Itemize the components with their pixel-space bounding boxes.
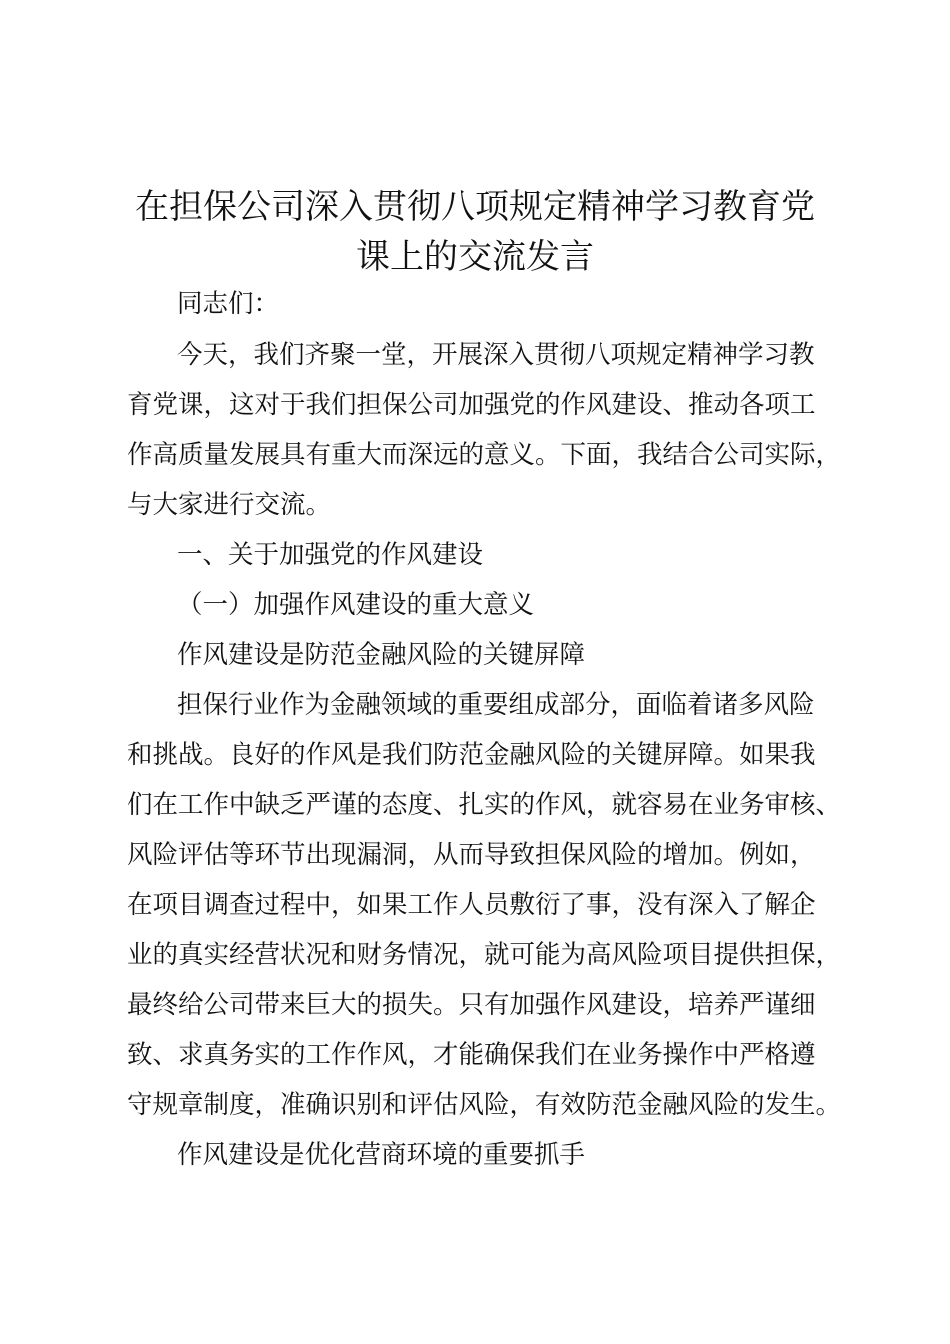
paragraph-line: 在项目调查过程中，如果工作人员敷衍了事，没有深入了解企 xyxy=(127,890,816,920)
document-title-line-2: 课上的交流发言 xyxy=(356,237,594,277)
paragraph-line: 业的真实经营状况和财务情况，就可能为高风险项目提供担保， xyxy=(127,940,842,970)
salutation: 同志们： xyxy=(177,289,280,319)
paragraph-line: 们在工作中缺乏严谨的态度、扎实的作风，就容易在业务审核、 xyxy=(127,790,842,820)
paragraph-line: 育党课，这对于我们担保公司加强党的作风建设、推动各项工 xyxy=(127,390,816,420)
topic-heading: 作风建设是优化营商环境的重要抓手 xyxy=(177,1140,586,1170)
subsection-heading: （一）加强作风建设的重大意义 xyxy=(177,590,535,620)
paragraph-line: 与大家进行交流。 xyxy=(127,490,332,520)
paragraph-line: 最终给公司带来巨大的损失。只有加强作风建设，培养严谨细 xyxy=(127,990,816,1020)
topic-heading: 作风建设是防范金融风险的关键屏障 xyxy=(177,640,586,670)
paragraph-line: 致、求真务实的工作作风，才能确保我们在业务操作中严格遵 xyxy=(127,1040,816,1070)
paragraph-line: 担保行业作为金融领域的重要组成部分，面临着诸多风险 xyxy=(177,690,815,720)
document-title-line-1: 在担保公司深入贯彻八项规定精神学习教育党 xyxy=(135,187,815,227)
paragraph-line: 守规章制度，准确识别和评估风险，有效防范金融风险的发生。 xyxy=(127,1090,842,1120)
paragraph-line: 和挑战。良好的作风是我们防范金融风险的关键屏障。如果我 xyxy=(127,740,816,770)
paragraph-line: 今天，我们齐聚一堂，开展深入贯彻八项规定精神学习教 xyxy=(177,340,815,370)
paragraph-line: 风险评估等环节出现漏洞，从而导致担保风险的增加。例如， xyxy=(127,840,816,870)
section-heading: 一、关于加强党的作风建设 xyxy=(177,540,484,570)
paragraph-line: 作高质量发展具有重大而深远的意义。下面，我结合公司实际， xyxy=(127,440,842,470)
